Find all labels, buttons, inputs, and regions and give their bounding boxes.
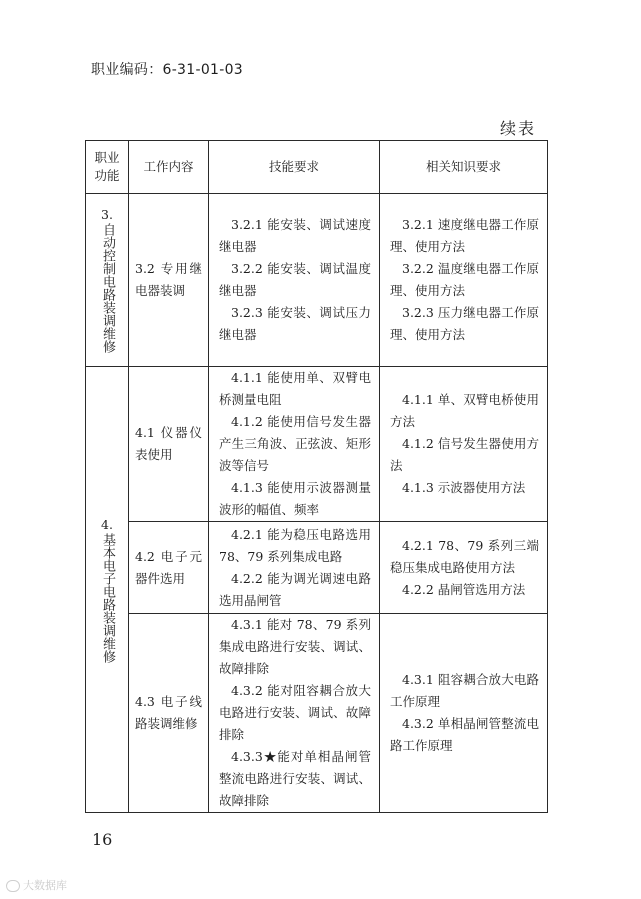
skill-item: 4.1.2 能使用信号发生器产生三角波、正弦波、矩形波等信号 — [219, 414, 371, 473]
skill-item: 3.2.2 能安装、调试温度继电器 — [219, 261, 371, 298]
work-content: 3.2 专用继电器装调 — [135, 261, 202, 298]
watermark-logo-icon — [6, 880, 20, 892]
watermark-text: 大数据库 — [23, 879, 67, 892]
skills-cell — [209, 522, 380, 614]
function-cell — [86, 367, 129, 813]
knowledge-item: 4.1.2 信号发生器使用方法 — [390, 436, 539, 473]
watermark — [6, 877, 67, 893]
skills-cell — [209, 367, 380, 522]
work-content-cell — [129, 367, 209, 522]
work-content-cell — [129, 614, 209, 813]
table-row — [86, 522, 548, 614]
knowledge-cell — [380, 614, 548, 813]
header-skills: 技能要求 — [209, 141, 380, 194]
standards-table — [85, 140, 548, 813]
knowledge-item: 3.2.1 速度继电器工作原理、使用方法 — [390, 217, 539, 254]
skill-item: 4.1.3 能使用示波器测量波形的幅值、频率 — [219, 480, 371, 517]
page-number: 16 — [92, 830, 113, 849]
table-header-row — [86, 141, 548, 194]
skill-item: 4.2.2 能为调光调速电路选用晶闸管 — [219, 570, 371, 608]
knowledge-item: 4.1.3 示波器使用方法 — [402, 480, 526, 495]
occupation-code: 职业编码：6-31-01-03 — [91, 62, 244, 78]
table-row — [86, 194, 548, 367]
header-function-line2: 功能 — [94, 168, 120, 183]
function-name: 基本电子电路装调维修 — [100, 532, 115, 663]
knowledge-item: 3.2.3 压力继电器工作原理、使用方法 — [390, 305, 539, 342]
skills-cell — [209, 614, 380, 813]
function-name: 自动控制电路装调维修 — [100, 223, 115, 353]
knowledge-item: 4.2.1 78、79 系列三端稳压集成电路使用方法 — [390, 537, 539, 575]
skill-item: 3.2.3 能安装、调试压力继电器 — [219, 305, 371, 342]
skill-item: 4.3.2 能对阻容耦合放大电路进行安装、调试、故障排除 — [219, 683, 371, 742]
function-number: 4. — [101, 516, 113, 532]
knowledge-item: 4.3.2 单相晶闸管整流电路工作原理 — [390, 716, 539, 753]
header-knowledge: 相关知识要求 — [380, 141, 548, 194]
knowledge-cell — [380, 194, 548, 367]
work-content-cell — [129, 194, 209, 367]
work-content-cell — [129, 522, 209, 614]
skill-item: 4.3.3★能对单相晶闸管整流电路进行安装、调试、故障排除 — [219, 749, 371, 808]
knowledge-item: 4.1.1 单、双臂电桥使用方法 — [390, 392, 539, 429]
header-function-line1: 职业 — [94, 150, 120, 165]
skills-cell — [209, 194, 380, 367]
work-content: 4.1 仪器仪表使用 — [135, 425, 202, 462]
function-cell — [86, 194, 129, 367]
table-row — [86, 614, 548, 813]
knowledge-item: 4.3.1 阻容耦合放大电路工作原理 — [390, 672, 539, 709]
function-number: 3. — [101, 207, 113, 222]
skill-item: 4.2.1 能为稳压电路选用 78、79 系列集成电路 — [219, 526, 371, 564]
skill-item: 4.1.1 能使用单、双臂电桥测量电阻 — [219, 370, 371, 407]
knowledge-cell — [380, 522, 548, 614]
header-function — [86, 141, 129, 194]
knowledge-item: 3.2.2 温度继电器工作原理、使用方法 — [390, 261, 539, 298]
table-row — [86, 367, 548, 522]
skill-item: 4.3.1 能对 78、79 系列集成电路进行安装、调试、故障排除 — [219, 617, 371, 676]
continued-label: 续表 — [500, 119, 537, 138]
knowledge-cell — [380, 367, 548, 522]
work-content: 4.2 电子元器件选用 — [135, 548, 202, 586]
knowledge-item: 4.2.2 晶闸管选用方法 — [402, 581, 526, 597]
header-work: 工作内容 — [129, 141, 209, 194]
skill-item: 3.2.1 能安装、调试速度继电器 — [219, 217, 371, 254]
work-content: 4.3 电子线路装调维修 — [135, 694, 202, 731]
